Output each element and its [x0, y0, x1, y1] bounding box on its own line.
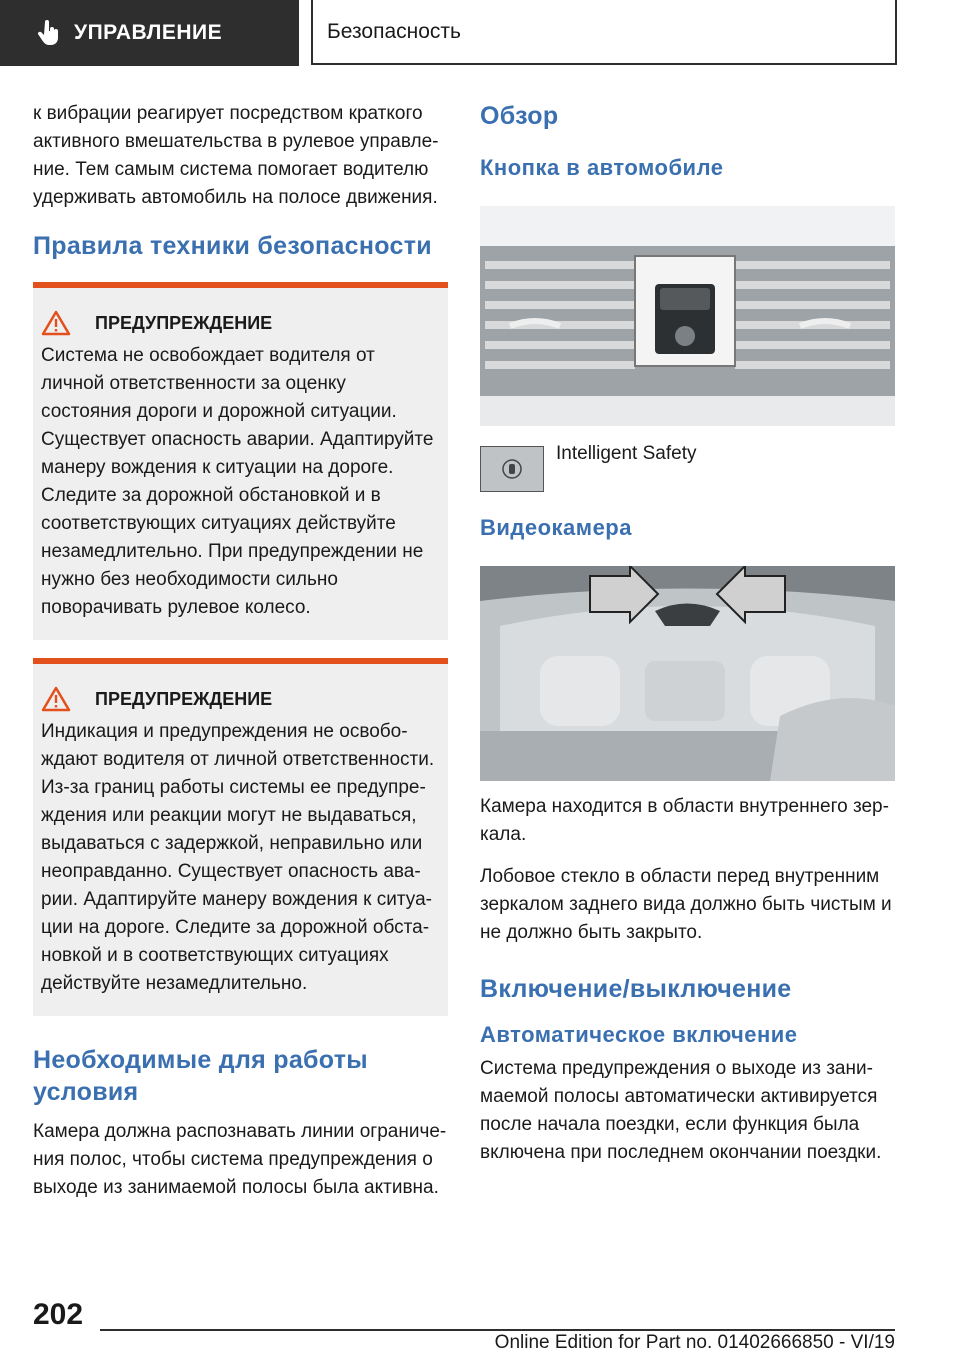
- intro-paragraph: к вибрации реагирует посредством краткого активного вмешательства в рулевое управление. Тем самым система помогает водителю удерживать автомобиль на полосе движения.: [33, 103, 439, 208]
- conditions-paragraph: Камера должна распознавать линии ограничения полос, чтобы система предупреждения о выходе из занимаемой полосы была активна.: [33, 1121, 447, 1198]
- onoff-heading: Включение/выключение: [480, 975, 792, 1003]
- auto-paragraph: Система предупреждения о выходе из занимаемой полосы автоматически активируется после начала поездки, если функция была включена при последнем окончании поездки.: [480, 1058, 882, 1163]
- footer-divider: [100, 1329, 895, 1331]
- warning-text-1: Система не освобождает водителя от личной ответственности за оценку состояния дороги и дорожной ситуации. Существует опасность аварии. Адаптируйте манеру вождения к ситуации на дороге. Следите за дорожной обстановкой и в соответствующих ситуациях действуйте незамедлительно. При предупреждении не нужно без необходимости сильно поворачивать рулевое колесо.: [41, 345, 434, 618]
- warning-box-2: [33, 658, 448, 1016]
- camera-photo: [480, 566, 895, 781]
- edition-label: Online Edition for Part no. 01402666850 - VI/19: [494, 1332, 895, 1353]
- camera-paragraph-1: Камера находится в области внутреннего зеркала.: [480, 796, 889, 845]
- car-interior-image: [480, 566, 895, 781]
- lane-car-icon: [502, 459, 522, 479]
- air-vent-image: [480, 206, 895, 426]
- warning-box-1: [33, 282, 448, 640]
- chapter-title: Безопасность: [327, 19, 461, 43]
- page-number: 202: [33, 1298, 84, 1331]
- warning-text-2: Индикация и предупреждения не освобождают водителя от личной ответственности. Из-за границ работы системы ее предупреждения или реакции могут не выдаваться, выдаваться с задержкой, неправильно или неоправданно. Существует опасность аварии. Адаптируйте манеру вождения к ситуации на дороге. Следите за дорожной обстановкой и в соответствующих ситуациях действуйте незамедлительно.: [41, 721, 435, 994]
- overview-heading: Обзор: [480, 102, 559, 130]
- auto-heading: Автоматическое включение: [480, 1022, 798, 1047]
- button-heading: Кнопка в автомобиле: [480, 155, 724, 180]
- button-caption-row: [480, 443, 895, 492]
- section-title: УПРАВЛЕНИЕ: [74, 21, 223, 44]
- page-header: [0, 0, 960, 66]
- warning-triangle-icon: [41, 310, 71, 336]
- warning-title-1: ПРЕДУПРЕЖДЕНИЕ: [41, 310, 440, 336]
- left-column: [33, 100, 448, 1216]
- warning-title-2: ПРЕДУПРЕЖДЕНИЕ: [41, 686, 440, 712]
- safety-heading: Правила техники безопасности: [33, 232, 432, 260]
- right-column: [480, 100, 895, 1181]
- intelligent-safety-button-icon: [480, 446, 544, 492]
- hand-pointer-icon: [38, 20, 60, 46]
- conditions-heading: Необходимые для работы условия: [33, 1046, 368, 1106]
- chapter-tab: [311, 0, 897, 65]
- button-photo: [480, 206, 895, 426]
- camera-heading: Видеокамера: [480, 515, 632, 540]
- button-caption: Intelligent Safety: [556, 443, 697, 464]
- camera-paragraph-2: Лобовое стекло в области перед внутренним зеркалом заднего вида должно быть чистым и не должно быть закрыто.: [480, 866, 892, 943]
- section-tab: [0, 0, 299, 66]
- warning-triangle-icon: [41, 686, 71, 712]
